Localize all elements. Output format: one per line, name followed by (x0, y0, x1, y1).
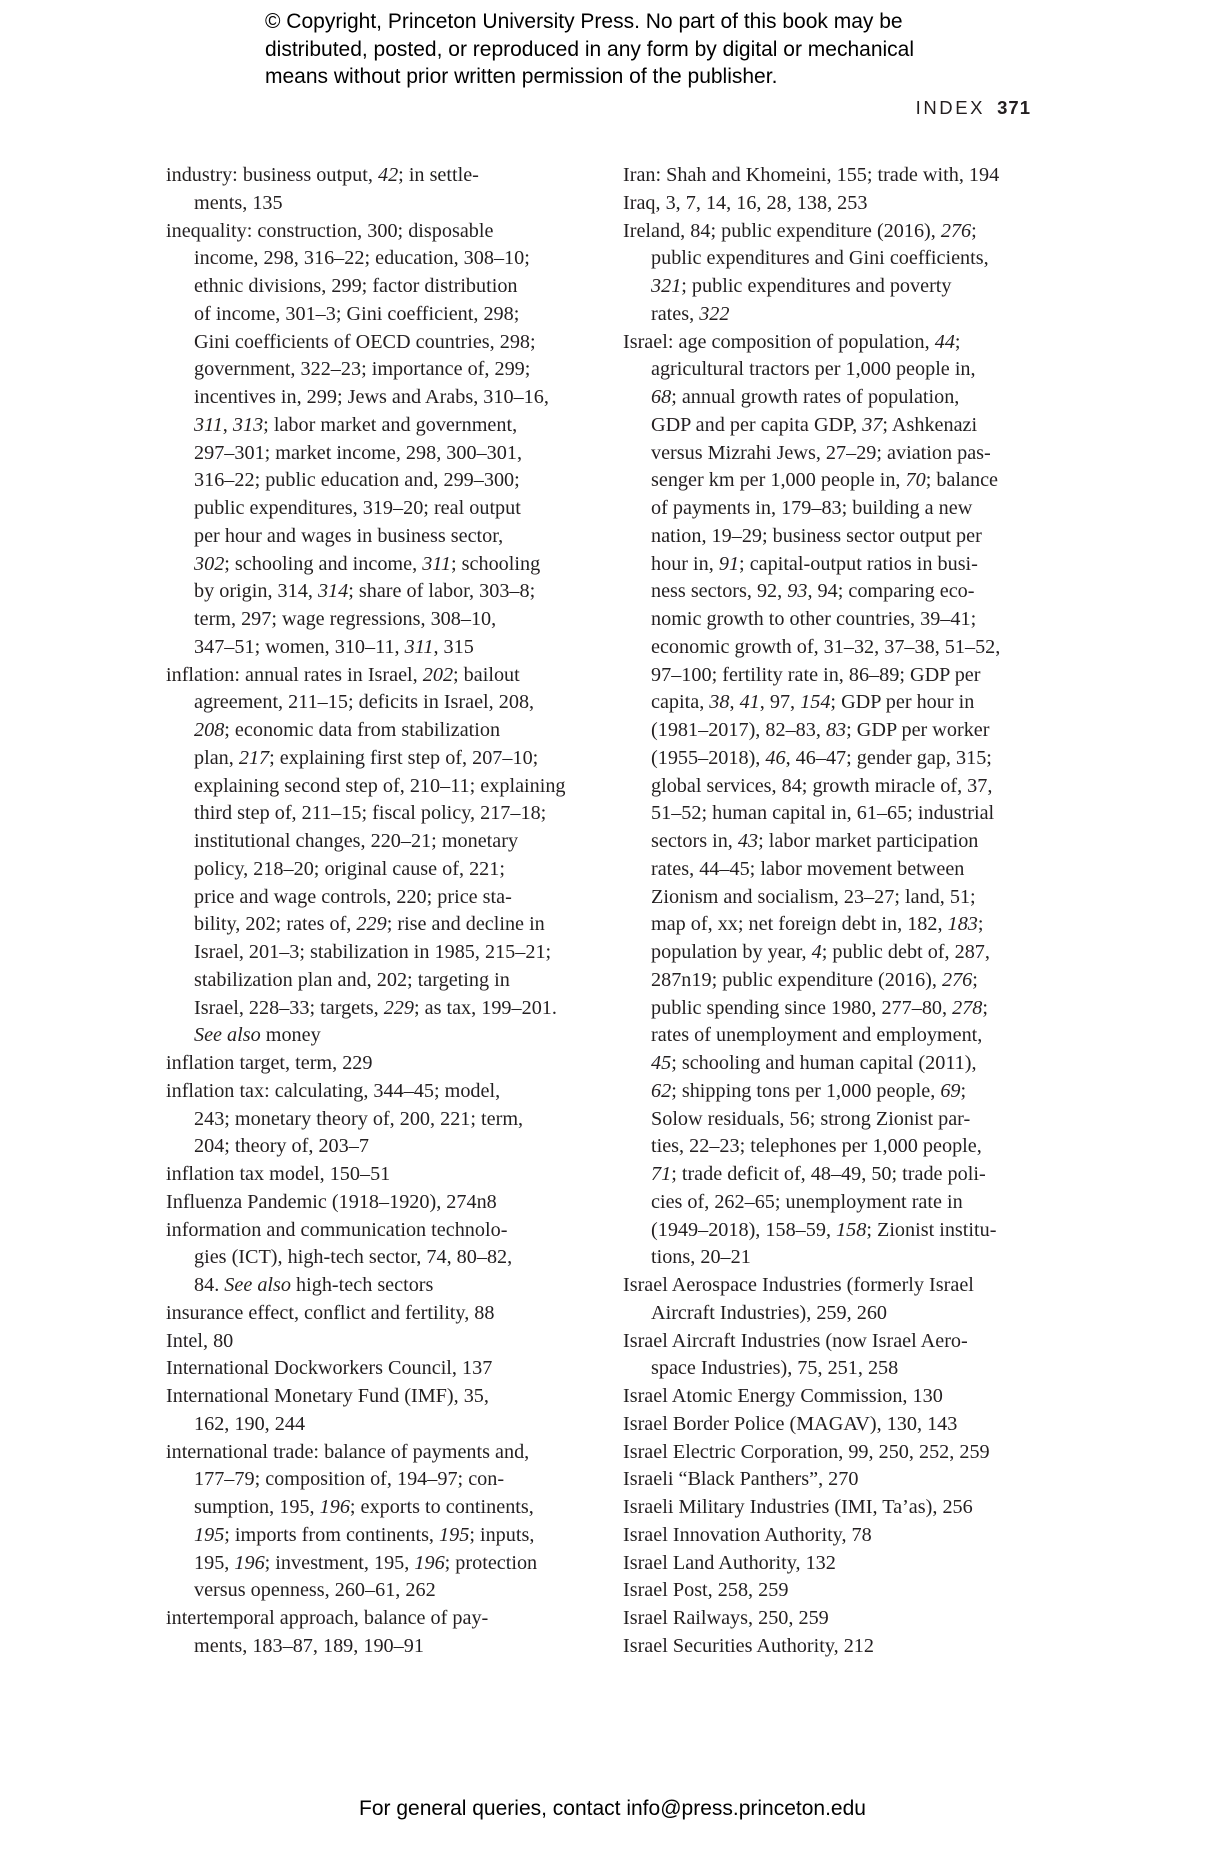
index-entry (623, 1577, 1058, 1605)
index-entry (166, 1439, 606, 1606)
index-entry-line: intertemporal approach, balance of pay- (166, 1607, 489, 1629)
index-entry-line: Intel, 80 (166, 1329, 234, 1352)
index-entry (166, 1383, 606, 1439)
index-entry-continuation: stabilization plan and, 202; targeting in (194, 968, 510, 991)
index-entry-continuation: per hour and wages in business sector, (194, 524, 504, 547)
index-entry-continuation: ethnic divisions, 299; factor distribution (194, 275, 518, 297)
index-entry (623, 1550, 1058, 1578)
index-entry-continuation: term, 297; wage regressions, 308–10, (194, 608, 497, 630)
index-entry (623, 1466, 1058, 1494)
index-entry-line: Israel Innovation Authority, 78 (623, 1523, 872, 1546)
index-entry (623, 162, 1058, 190)
index-entry-continuation: (1981–2017), 82–83, 83; GDP per worker (651, 719, 990, 741)
index-entry-continuation: cies of, 262–65; unemployment rate in (651, 1190, 963, 1213)
index-entry-line: Israel Railways, 250, 259 (623, 1607, 829, 1629)
index-entry-continuation: map of, xx; net foreign debt in, 182, 183; (651, 913, 984, 936)
index-entry (166, 1217, 606, 1300)
index-entry-continuation: Gini coefficients of OECD countries, 298; (194, 330, 536, 353)
index-entry-continuation: 243; monetary theory of, 200, 221; term, (194, 1107, 524, 1130)
index-entry-continuation: nomic growth to other countries, 39–41; (651, 608, 977, 630)
index-column-left (166, 162, 606, 1661)
index-entry (166, 1189, 606, 1217)
index-entry-continuation: sumption, 195, 196; exports to continents, (194, 1496, 534, 1518)
index-entry-continuation: gies (ICT), high-tech sector, 74, 80–82, (194, 1246, 513, 1269)
index-column-right (623, 162, 1058, 1661)
index-entry-line: Israel Securities Authority, 212 (623, 1634, 874, 1657)
index-entry-continuation: Israel, 228–33; targets, 229; as tax, 199–201. (194, 996, 557, 1019)
index-entry-continuation: 45; schooling and human capital (2011), (651, 1052, 977, 1074)
index-entry-continuation: 97–100; fertility rate in, 86–89; GDP per (651, 663, 981, 686)
index-entry-continuation: of payments in, 179–83; building a new (651, 497, 973, 519)
index-entry (623, 1633, 1058, 1661)
index-entry-continuation: 68; annual growth rates of population, (651, 386, 960, 408)
index-entry-line: inflation: annual rates in Israel, 202; bailout (166, 663, 520, 686)
index-entry-continuation: by origin, 314, 314; share of labor, 303–8; (194, 580, 536, 603)
index-entry-continuation: 177–79; composition of, 194–97; con- (194, 1468, 505, 1491)
index-entry-line: information and communication technolo- (166, 1218, 508, 1241)
index-entry-continuation: institutional changes, 220–21; monetary (194, 830, 519, 852)
index-entry-line: insurance effect, conflict and fertility, 88 (166, 1301, 495, 1324)
index-entry-continuation: 71; trade deficit of, 48–49, 50; trade poli- (651, 1163, 986, 1185)
index-entry (623, 218, 1058, 329)
index-entry-continuation: 316–22; public education and, 299–300; (194, 469, 520, 492)
index-entry (623, 190, 1058, 218)
index-entry-continuation: plan, 217; explaining first step of, 207–10; (194, 746, 539, 769)
index-entry (166, 162, 606, 218)
index-entry (623, 1272, 1058, 1328)
index-entry-continuation: 311, 313; labor market and government, (194, 413, 518, 436)
index-entry-continuation: ness sectors, 92, 93, 94; comparing eco- (651, 580, 975, 603)
index-entry-continuation: nation, 19–29; business sector output per (651, 524, 982, 547)
index-entry-continuation: See also money (194, 1024, 321, 1047)
index-entry-line: International Monetary Fund (IMF), 35, (166, 1385, 489, 1407)
index-entry-line: Israel Post, 258, 259 (623, 1579, 789, 1602)
index-entry (623, 1522, 1058, 1550)
index-entry-line: inflation tax: calculating, 344–45; model, (166, 1079, 501, 1102)
index-entry (166, 662, 606, 1051)
index-entry-continuation: 321; public expenditures and poverty (651, 275, 952, 297)
index-entry-continuation: explaining second step of, 210–11; explaining (194, 774, 566, 797)
index-entry (166, 1355, 606, 1383)
index-entry (623, 1328, 1058, 1384)
index-entry (166, 1161, 606, 1189)
index-entry-continuation: rates, 44–45; labor movement between (651, 857, 965, 880)
index-entry-line: Israeli Military Industries (IMI, Ta’as), 256 (623, 1496, 973, 1518)
index-entry-continuation: sectors in, 43; labor market participation (651, 830, 979, 852)
index-entry-continuation: 302; schooling and income, 311; schooling (194, 552, 541, 575)
copyright-line: © Copyright, Princeton University Press. No part of this book may be (265, 10, 903, 33)
index-entry-continuation: Israel, 201–3; stabilization in 1985, 215–21; (194, 941, 552, 963)
index-entry-continuation: 204; theory of, 203–7 (194, 1135, 369, 1158)
index-entry (623, 1411, 1058, 1439)
index-entry-line: Israel Electric Corporation, 99, 250, 252, 259 (623, 1440, 990, 1463)
index-entry-continuation: versus Mizrahi Jews, 27–29; aviation pas- (651, 441, 991, 464)
index-entry-continuation: 51–52; human capital in, 61–65; industrial (651, 802, 995, 825)
index-entry-line: inflation target, term, 229 (166, 1052, 373, 1074)
index-entry-continuation: GDP and per capita GDP, 37; Ashkenazi (651, 413, 978, 436)
index-entry-continuation: 195; imports from continents, 195; inputs, (194, 1523, 535, 1546)
footer-contact: For general queries, contact info@press.princeton.edu (359, 1797, 866, 1820)
index-entry-continuation: hour in, 91; capital-output ratios in busi- (651, 552, 978, 575)
index-entry-continuation: Zionism and socialism, 23–27; land, 51; (651, 885, 976, 908)
index-entry-continuation: 208; economic data from stabilization (194, 719, 501, 741)
running-head (916, 97, 1031, 119)
index-entry-continuation: incentives in, 299; Jews and Arabs, 310–16, (194, 386, 549, 408)
index-entry-continuation: public spending since 1980, 277–80, 278; (651, 996, 988, 1019)
index-entry-line: Israel Atomic Energy Commission, 130 (623, 1385, 943, 1407)
index-entry-continuation: ments, 135 (194, 191, 283, 214)
index-entry-line: Israeli “Black Panthers”, 270 (623, 1468, 859, 1491)
index-entry-continuation: ties, 22–23; telephones per 1,000 people, (651, 1135, 982, 1158)
index-entry (166, 218, 606, 662)
index-entry-continuation: (1949–2018), 158–59, 158; Zionist institu- (651, 1218, 997, 1241)
index-entry-line: industry: business output, 42; in settle- (166, 164, 479, 186)
index-entry-continuation: capita, 38, 41, 97, 154; GDP per hour in (651, 691, 975, 714)
index-entry-line: Israel Border Police (MAGAV), 130, 143 (623, 1412, 958, 1435)
index-entry (166, 1050, 606, 1078)
index-entry-continuation: 195, 196; investment, 195, 196; protection (194, 1551, 538, 1574)
index-entry-continuation: rates of unemployment and employment, (651, 1024, 983, 1047)
index-entry-continuation: population by year, 4; public debt of, 287, (651, 941, 990, 963)
index-entry (166, 1078, 606, 1161)
copyright-notice (265, 8, 985, 91)
index-entry (623, 1605, 1058, 1633)
index-entry-line: Israel Land Authority, 132 (623, 1551, 836, 1574)
index-entry (623, 1383, 1058, 1411)
index-entry-line: Iran: Shah and Khomeini, 155; trade with, 194 (623, 164, 1000, 186)
index-entry-line: inequality: construction, 300; disposable (166, 219, 494, 242)
index-entry-line: International Dockworkers Council, 137 (166, 1357, 493, 1380)
index-entry-continuation: ments, 183–87, 189, 190–91 (194, 1634, 424, 1657)
index-entry-line: Influenza Pandemic (1918–1920), 274n8 (166, 1190, 497, 1213)
index-entry (166, 1328, 606, 1356)
index-entry-continuation: 84. See also high-tech sectors (194, 1274, 434, 1296)
index-entry-continuation: (1955–2018), 46, 46–47; gender gap, 315; (651, 746, 992, 769)
index-entry-continuation: rates, 322 (651, 302, 730, 325)
index-entry-continuation: price and wage controls, 220; price sta- (194, 885, 512, 908)
index-entry-continuation: global services, 84; growth miracle of, 37, (651, 774, 993, 797)
index-entry-continuation: 287n19; public expenditure (2016), 276; (651, 968, 978, 991)
index-entry-continuation: 297–301; market income, 298, 300–301, (194, 441, 522, 464)
index-entry-line: Ireland, 84; public expenditure (2016), 276; (623, 219, 977, 242)
copyright-line: means without prior written permission of the publisher. (265, 65, 778, 88)
index-entry-continuation: economic growth of, 31–32, 37–38, 51–52, (651, 635, 1001, 658)
index-entry-continuation: Solow residuals, 56; strong Zionist par- (651, 1107, 971, 1130)
index-entry-continuation: 347–51; women, 310–11, 311, 315 (194, 635, 474, 658)
index-entry-continuation: third step of, 211–15; fiscal policy, 217–18; (194, 802, 547, 825)
index-entry (623, 1439, 1058, 1467)
index-entry-line: international trade: balance of payments and, (166, 1440, 530, 1463)
index-entry (623, 1494, 1058, 1522)
section-title: INDEX (915, 97, 986, 118)
index-entry-continuation: of income, 301–3; Gini coefficient, 298; (194, 302, 520, 325)
index-entry-continuation: policy, 218–20; original cause of, 221; (194, 857, 505, 880)
index-entry-continuation: agricultural tractors per 1,000 people in, (651, 358, 976, 381)
index-entry-line: Israel Aircraft Industries (now Israel Aero- (623, 1329, 968, 1352)
index-entry-continuation: space Industries), 75, 251, 258 (651, 1357, 899, 1380)
index-entry-continuation: income, 298, 316–22; education, 308–10; (194, 247, 530, 270)
index-entry-continuation: public expenditures and Gini coefficients, (651, 247, 989, 270)
index-entry (623, 329, 1058, 1273)
index-entry-continuation: government, 322–23; importance of, 299; (194, 358, 531, 381)
index-entry-line: Israel Aerospace Industries (formerly Israel (623, 1274, 974, 1296)
index-entry (166, 1605, 606, 1661)
index-entry (166, 1300, 606, 1328)
index-entry-line: Israel: age composition of population, 44; (623, 330, 961, 353)
index-entry-continuation: bility, 202; rates of, 229; rise and decline in (194, 913, 545, 936)
index-entry-line: Iraq, 3, 7, 14, 16, 28, 138, 253 (623, 191, 868, 214)
page-number: 371 (997, 97, 1031, 118)
index-entry-continuation: senger km per 1,000 people in, 70; balance (651, 469, 999, 492)
index-entry-continuation: 162, 190, 244 (194, 1412, 306, 1435)
index-entry-continuation: tions, 20–21 (651, 1246, 751, 1269)
index-entry-continuation: versus openness, 260–61, 262 (194, 1579, 436, 1602)
copyright-line: distributed, posted, or reproduced in any form by digital or mechanical (265, 37, 915, 61)
index-entry-continuation: 62; shipping tons per 1,000 people, 69; (651, 1079, 967, 1102)
index-entry-continuation: agreement, 211–15; deficits in Israel, 208, (194, 691, 535, 714)
index-entry-continuation: public expenditures, 319–20; real output (194, 497, 521, 519)
index-entry-continuation: Aircraft Industries), 259, 260 (651, 1301, 888, 1324)
index-entry-line: inflation tax model, 150–51 (166, 1163, 391, 1185)
